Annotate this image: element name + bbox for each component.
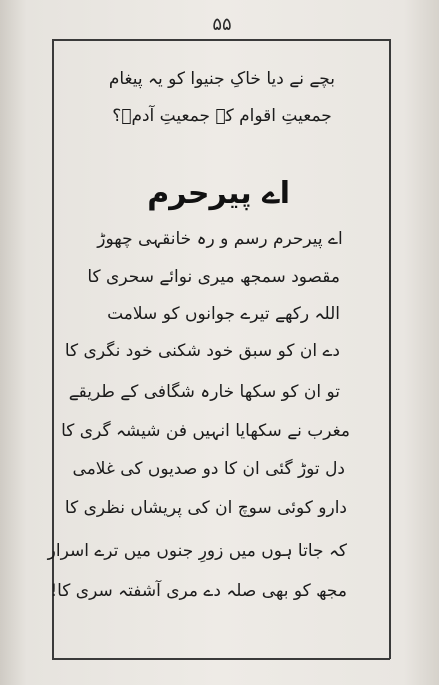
intro-line-1: بچے نے دیا خاکِ جنیوا کو یہ پیغام — [108, 69, 335, 89]
frame-left-rule — [52, 39, 54, 659]
poem-line-7: دل توڑ گئی ان کا دو صدیوں کی غلامی — [72, 459, 345, 479]
frame-right-rule — [389, 39, 391, 659]
poem-line-3: اللہ رکھے تیرے جوانوں کو سلامت — [107, 304, 340, 324]
poem-line-4: دے ان کو سبق خود شکنی خود نگری کا — [64, 341, 340, 361]
poem-line-2: مقصود سمجھ میری نوائے سحری کا — [87, 267, 340, 287]
frame-bottom-rule — [52, 658, 390, 660]
poem-line-6: مغرب نے سکھایا انہیں فن شیشہ گری کا — [61, 421, 350, 441]
poem-line-8: دارو کوئی سوچ ان کی پریشاں نظری کا — [64, 498, 347, 518]
poem-line-5: تو ان کو سکھا خارہ شگافی کے طریقے — [68, 382, 340, 402]
poem-line-1: اے پیرحرم رسم و رہ خانقہی چھوڑ — [97, 229, 343, 249]
intro-line-2: جمعیتِ اقوام کہ جمعیتِ آدمؔ؟ — [112, 106, 332, 126]
poem-line-9: کہ جاتا ہوں میں زورِ جنوں میں ترے اسرار — [47, 541, 347, 561]
poem-title: اے پیرحرم — [147, 176, 290, 211]
page-number: ۵۵ — [212, 14, 232, 35]
poem-line-10: مجھ کو بھی صلہ دے مری آشفتہ سری کا! — [50, 581, 347, 601]
frame-top-rule — [52, 39, 390, 41]
